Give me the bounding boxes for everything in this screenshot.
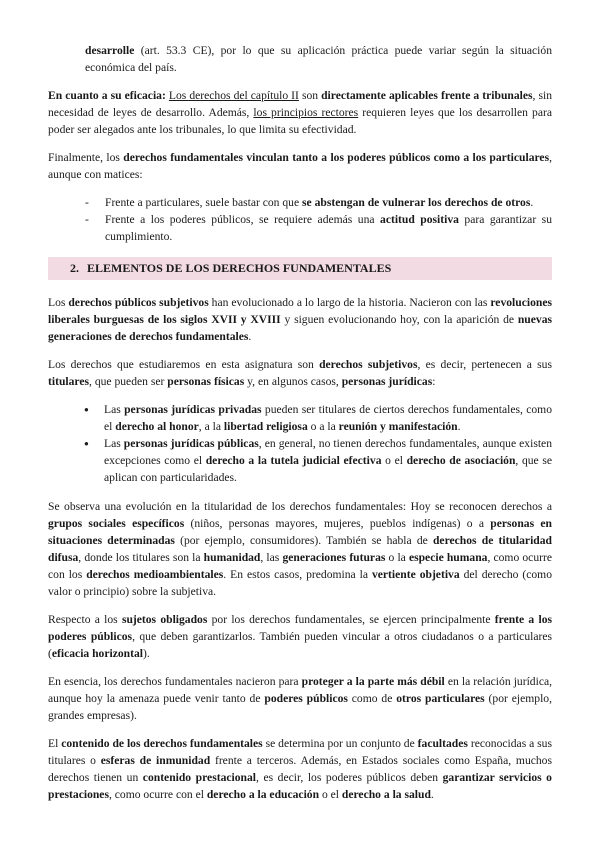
paragraph-sujetos: Respecto a los sujetos obligados por los derechos fundamentales, se ejercen principalmente frente a los poderes públicos, que deben garantizarlos. También pueden vincular a otros ciudadanos o a particulares (eficacia horizontal). [48, 613, 553, 660]
list-item: - Frente a los poderes públicos, se requiere además una actitud positiva para garantizar su cumplimiento. [85, 211, 552, 245]
section-title: ELEMENTOS DE LOS DERECHOS FUNDAMENTALES [87, 261, 392, 275]
paragraph-titularidad: Se observa una evolución en la titularidad de los derechos fundamentales: Hoy se reconocen derechos a grupos sociales específicos (niños, personas mayores, mujeres, pueblos indígenas) o a personas en situaciones determinadas (por ejemplo, consumidores). También se habla de derechos de titularidad difusa, donde los titulares son la humanidad, las generaciones futuras o la especie humana, como ocurre con los derechos medioambientales. En estos casos, predomina la vertiente objetiva del derecho (como valor o principio) sobre la subjetiva. [48, 500, 552, 598]
paragraph-evolucion: Los derechos públicos subjetivos han evolucionado a lo largo de la historia. Nacieron con las revoluciones liberales burguesas de los siglos XVII y XVIII y siguen evolucionando hoy, con la aparición de nuevas generaciones de derechos fundamentales. [48, 296, 553, 343]
paragraph-titulares: Los derechos que estudiaremos en esta asignatura son derechos subjetivos, es decir, pertenecen a sus titulares, que pueden ser personas físicas y, en algunos casos, personas jurídicas: [48, 358, 552, 388]
section-number: 2. [70, 261, 79, 275]
paragraph-contenido: El contenido de los derechos fundamentales se determina por un conjunto de facultades reconocidas a sus titulares o esferas de inmunidad frente a terceros. Además, en Estados sociales como España, muchos derechos tienen un contenido prestacional, es decir, los poderes públicos deben garantizar servicios o prestaciones, como ocurre con el derecho a la educación o el derecho a la salud. [48, 737, 552, 801]
list-item: - Frente a particulares, suele bastar con que se abstengan de vulnerar los derechos de otros. [85, 194, 552, 211]
list-item: ● Las personas jurídicas públicas, en general, no tienen derechos fundamentales, aunque existen excepciones como el derecho a la tutela judicial efectiva o el derecho de asociación, que se aplican con particularidades. [84, 435, 552, 486]
paragraph-eficacia: En cuanto a su eficacia: Los derechos del capítulo II son directamente aplicables frente a tribunales, sin necesidad de leyes de desarrollo. Además, los principios rectores requieren leyes que los desarrollen para poder ser alegados ante los tribunales, lo que limita su efectividad. [48, 89, 552, 136]
dash-list [48, 194, 552, 245]
section-heading [48, 257, 552, 280]
paragraph-esencia: En esencia, los derechos fundamentales nacieron para proteger a la parte más débil en la relación jurídica, aunque hoy la amenaza puede venir tanto de poderes públicos como de otros particulares (por ejemplo, grandes empresas). [48, 675, 553, 722]
paragraph-vinculacion: Finalmente, los derechos fundamentales vinculan tanto a los poderes públicos como a los particulares, aunque con matices: [48, 151, 552, 181]
bullet-list [48, 401, 552, 486]
list-item: ● Las personas jurídicas privadas pueden ser titulares de ciertos derechos fundamentales, como el derecho al honor, a la libertad religiosa o a la reunión y manifestación. [84, 401, 552, 435]
paragraph-desarrollo: desarrolle (art. 53.3 CE), por lo que su aplicación práctica puede variar según la situación económica del país. [85, 44, 552, 74]
